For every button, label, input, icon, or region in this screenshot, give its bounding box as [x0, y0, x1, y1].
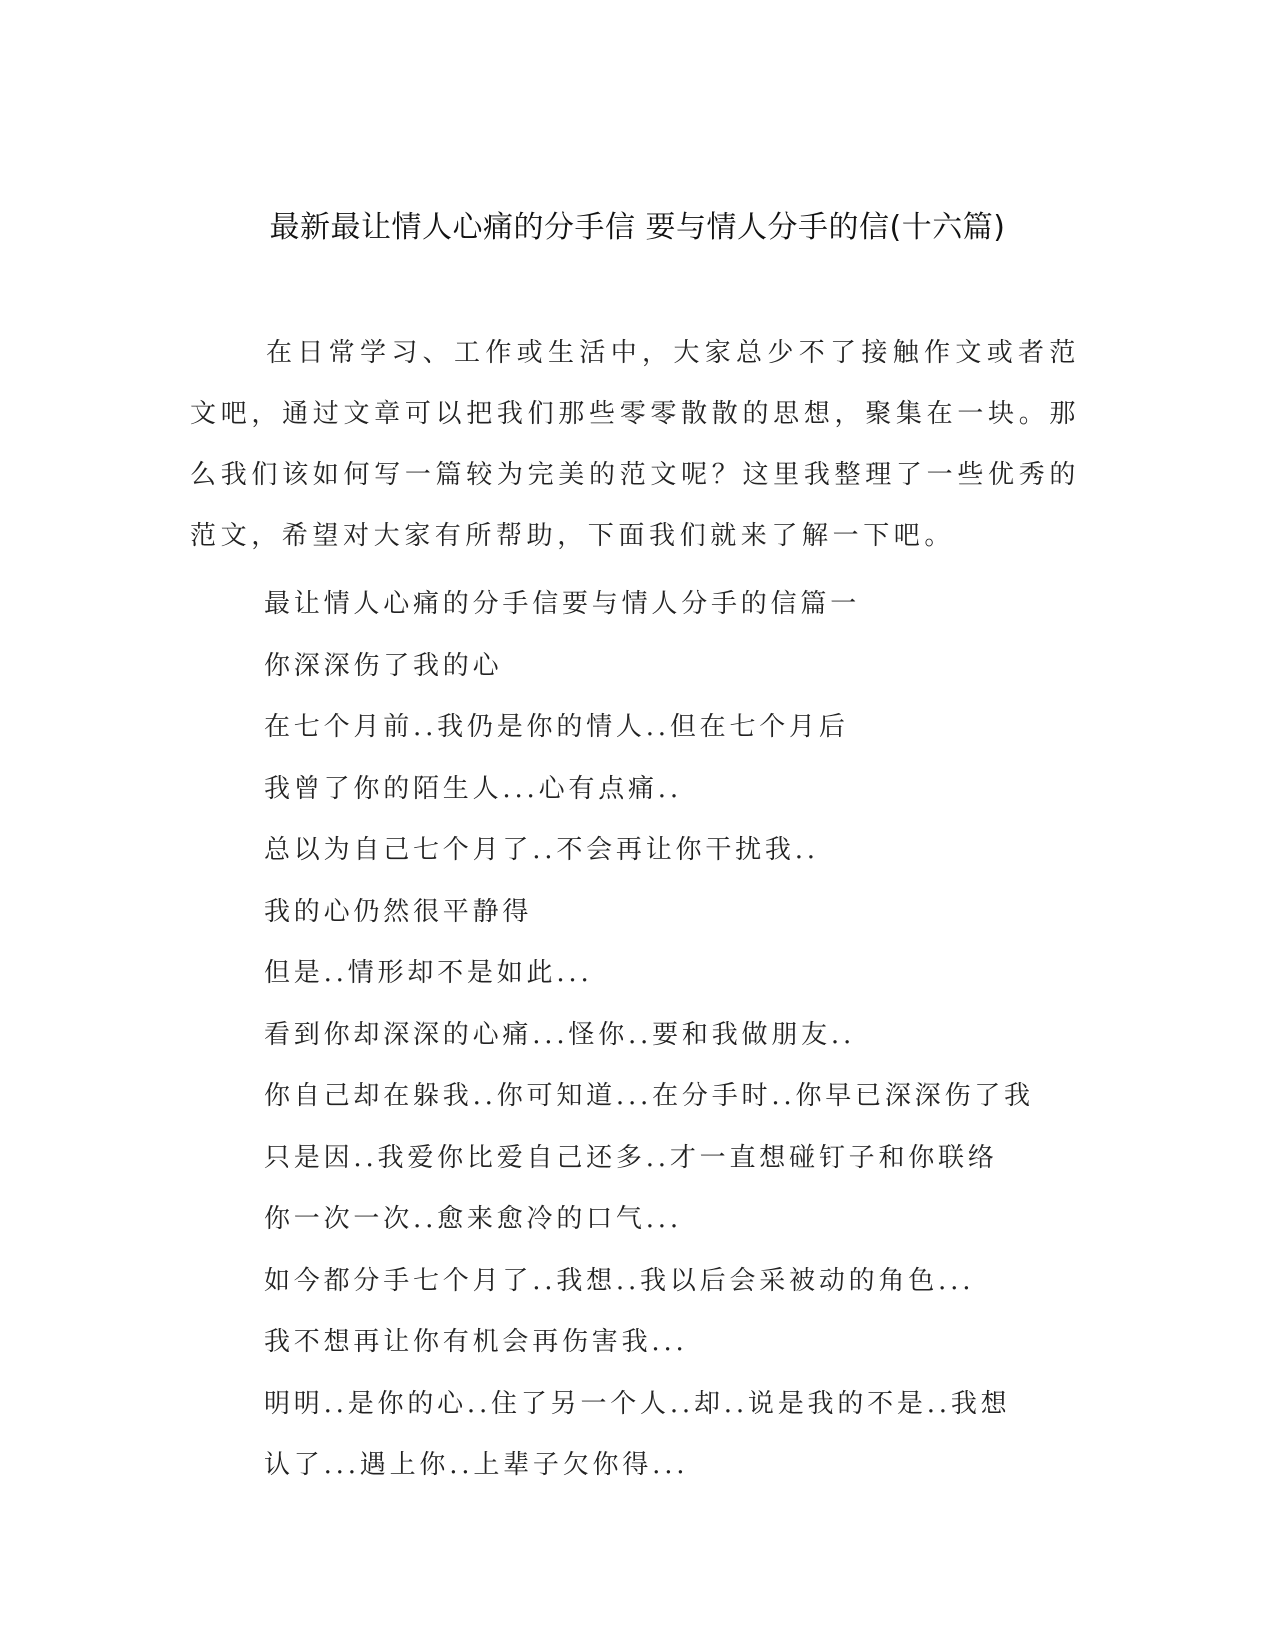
letter-line: 如今都分手七个月了..我想..我以后会采被动的角色... [264, 1265, 975, 1296]
intro-paragraph: 在日常学习、工作或生活中，大家总少不了接触作文或者范文吧，通过文章可以把我们那些零零散散的思想，聚集在一块。那么我们该如何写一篇较为完美的范文呢？这里我整理了一些优秀的范文，希望对大家有所帮助，下面我们就来了解一下吧。 [190, 338, 1080, 551]
letter-line: 你一次一次..愈来愈冷的口气... [264, 1204, 682, 1234]
letter-line: 明明..是你的心..住了另一个人..却..说是我的不是..我想 [264, 1388, 1011, 1419]
document-title: 最新最让情人心痛的分手信 要与情人分手的信(十六篇) [269, 210, 1006, 245]
letter-body [264, 574, 1164, 1497]
letter-line: 但是..情形却不是如此... [264, 958, 593, 988]
section-heading: 最让情人心痛的分手信要与情人分手的信篇一 [264, 589, 861, 619]
letter-line: 我的心仍然很平静得 [264, 896, 533, 927]
letter-line: 看到你却深深的心痛...怪你..要和我做朋友.. [264, 1019, 856, 1050]
letter-line: 总以为自己七个月了..不会再让你干扰我.. [264, 835, 819, 865]
letter-line: 我不想再让你有机会再伤害我... [264, 1327, 688, 1357]
letter-line: 我曾了你的陌生人...心有点痛.. [264, 773, 682, 804]
letter-line: 认了...遇上你..上辈子欠你得... [264, 1450, 689, 1480]
letter-line: 只是因..我爱你比爱自己还多..才一直想碰钉子和你联络 [264, 1142, 998, 1173]
letter-line: 在七个月前..我仍是你的情人..但在七个月后 [264, 712, 849, 742]
letter-line: 你自己却在躲我..你可知道...在分手时..你早已深深伤了我 [264, 1081, 1034, 1111]
letter-line: 你深深伤了我的心 [264, 650, 503, 681]
